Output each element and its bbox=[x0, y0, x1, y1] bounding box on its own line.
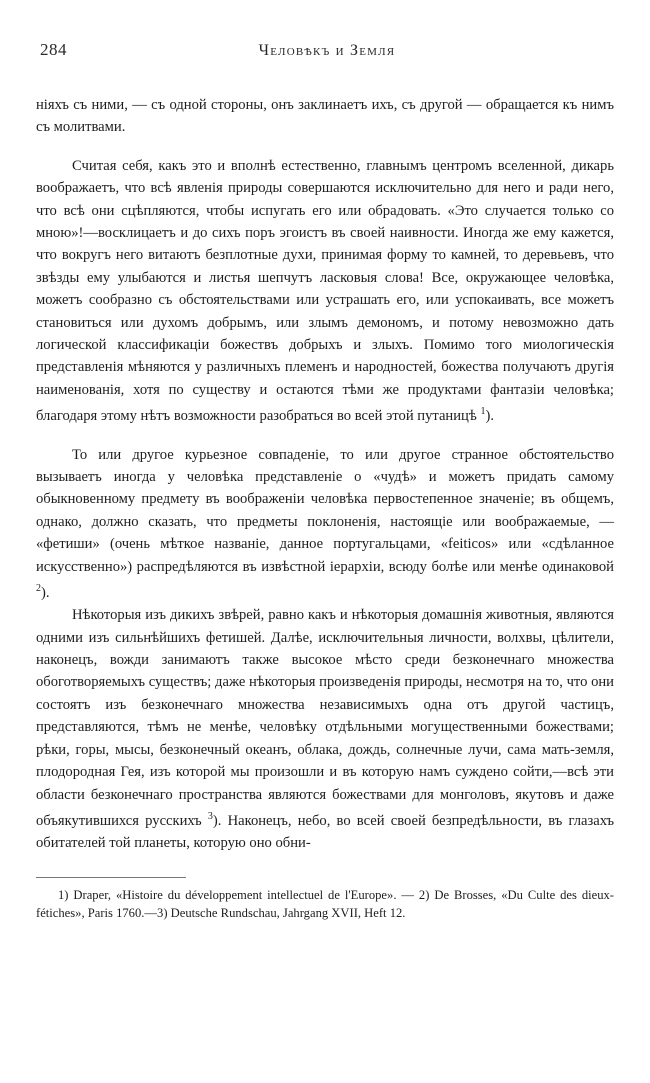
paragraph-3 bbox=[36, 444, 614, 605]
footnote-ref-2: 2 bbox=[36, 582, 41, 594]
footnotes-block bbox=[36, 886, 614, 923]
running-title: Человѣкъ и Земля bbox=[258, 42, 396, 59]
paragraph-4 bbox=[36, 604, 614, 854]
page-number: 284 bbox=[40, 40, 67, 59]
paragraph-3-tail: ). bbox=[41, 584, 50, 601]
paragraph-4-text: Нѣкоторыя изъ дикихъ звѣрей, равно какъ и нѣкоторыя домашнія животныя, являются одними изъ сильнѣйшихъ фетишей. Далѣе, исключительныя личности, волхвы, цѣлители, наконецъ, вожди занимаютъ также высокое мѣсто среди безконечнаго множества обоготворяемыхъ существъ; даже нѣкоторыя произведенія природы, несмотря на то, что они состоятъ изъ безконечнаго множества независимыхъ одна отъ другой частицъ, представляются, тѣмъ не менѣе, человѣку отдѣльными могущественными божествами; рѣки, горы, мысы, безконечный океанъ, облака, дождь, солнечные лучи, сама мать-земля, плодородная Гея, изъ которой мы произошли и въ которую намъ суждено сойти,—всѣ эти области безконечнаго пространства являются божествами для монголовъ, якутовъ и даже объякутившихся русскихъ bbox=[36, 607, 614, 829]
footnote-divider bbox=[36, 877, 186, 878]
paragraph-1 bbox=[36, 94, 614, 139]
paragraph-2 bbox=[36, 155, 614, 428]
footnote-ref-1: 1 bbox=[480, 406, 486, 418]
page-header bbox=[36, 40, 614, 72]
paragraph-2-tail: ). bbox=[485, 408, 494, 425]
page-body bbox=[36, 94, 614, 855]
footnote-ref-3: 3 bbox=[207, 810, 213, 822]
paragraph-1-text: ніяхъ съ ними, — съ одной стороны, онъ заклинаетъ ихъ, съ другой — обращается къ нимъ съ молитвами. bbox=[36, 97, 614, 136]
paragraph-2-text: Считая себя, какъ это и вполнѣ естественно, главнымъ центромъ вселенной, дикарь воображаетъ, что всѣ явленія природы совершаются исключительно для него и ради него, что всѣ они сцѣпляются, чтобы испугать его или обрадовать. «Это случается только со мною»!—восклицаетъ и до сихъ поръ эгоистъ въ своей наивности. Иногда же ему кажется, что вокругъ него витаютъ безплотные духи, принимая форму то камней, то деревьевъ, что звѣзды ему улыбаются и листья шепчутъ ласковыя слова! Все, окружающее человѣка, можетъ сообразно съ обстоятельствами или устрашать его, или успокаивать, все можетъ становиться или духомъ добрымъ, или злымъ демономъ, и потому невозможно дать логической классификаціи божествъ добрыхъ и злыхъ. Помимо того миологическія представленія мѣняются у различныхъ племенъ и народностей, божества получаютъ другія наименованія, хотя по существу и остаются тѣми же продуктами фантазіи человѣка; благодаря этому нѣтъ возможности разобраться во всей этой путаницѣ bbox=[36, 157, 614, 425]
footnote-text: 1) Draper, «Histoire du développement intellectuel de l'Europe». — 2) De Brosses, «Du Culte des dieux-fétiches», Paris 1760.—3) Deutsche Rundschau, Jahrgang XVII, Heft 12. bbox=[36, 887, 614, 921]
paragraph-4-tail: ). Наконецъ, небо, во всей своей безпредѣльности, въ глазахъ обитателей той планеты, которую оно обни- bbox=[36, 812, 615, 852]
paragraph-3-text: То или другое курьезное совпаденіе, то или другое странное обстоятельство вызываетъ иногда у человѣка представленіе о «чудѣ» и можетъ придать самому обыкновенному предмету въ воображеніи человѣка первостепенное значеніе; въ общемъ, однако, должно сказать, что предметы поклоненія, настоящіе или воображаемые, — «фетиши» (очень мѣткое названіе, данное португальцами, «feiticos» или «сдѣланное искусственно») распредѣляются въ извѣстной іерархіи, всюду болѣе или менѣе одинаковой bbox=[36, 446, 614, 575]
